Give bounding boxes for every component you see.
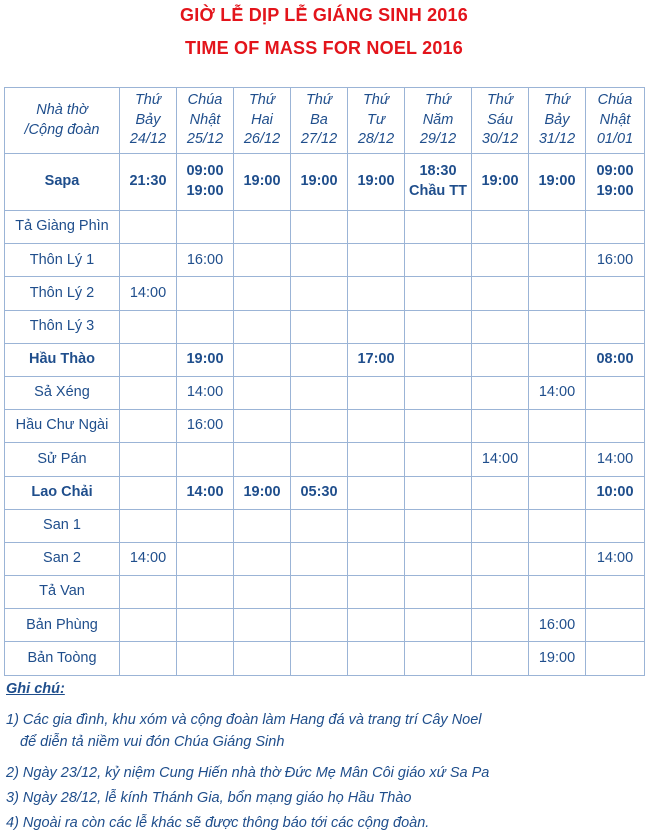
header-day-line: Năm bbox=[422, 111, 454, 128]
mass-time-cell: 14:00 bbox=[120, 542, 177, 575]
mass-time-cell: 19:00 bbox=[529, 154, 586, 211]
table-row bbox=[5, 310, 645, 343]
mass-time-cell bbox=[529, 443, 586, 476]
mass-time-line: 19:00 bbox=[596, 183, 634, 199]
mass-time-cell bbox=[348, 244, 405, 277]
header-day-line: 26/12 bbox=[243, 131, 281, 148]
mass-time-cell: 14:00 bbox=[177, 476, 234, 509]
mass-time-cell bbox=[529, 277, 586, 310]
mass-time-cell bbox=[234, 509, 291, 542]
mass-time-cell bbox=[529, 476, 586, 509]
mass-time-cell bbox=[472, 576, 529, 609]
mass-time-cell bbox=[472, 509, 529, 542]
mass-time-cell bbox=[291, 244, 348, 277]
header-day bbox=[348, 88, 405, 154]
table-row bbox=[5, 410, 645, 443]
church-name-cell: Thôn Lý 3 bbox=[5, 310, 120, 343]
mass-time-cell bbox=[177, 542, 234, 575]
table-row bbox=[5, 211, 645, 244]
mass-time-cell: 16:00 bbox=[529, 609, 586, 642]
mass-time-cell bbox=[234, 443, 291, 476]
mass-time-cell: 14:00 bbox=[177, 376, 234, 409]
header-day-line: Nhật bbox=[599, 111, 631, 128]
mass-time-cell bbox=[472, 642, 529, 675]
note-4: 4) Ngoài ra còn các lễ khác sẽ được thông báo tới các cộng đoàn. bbox=[6, 815, 430, 831]
mass-time-cell bbox=[586, 277, 645, 310]
header-day-line: Thứ bbox=[486, 92, 514, 109]
mass-time-cell bbox=[291, 576, 348, 609]
header-day bbox=[405, 88, 472, 154]
note-2: 2) Ngày 23/12, kỷ niệm Cung Hiến nhà thờ Đức Mẹ Mân Côi giáo xứ Sa Pa bbox=[6, 765, 490, 781]
mass-time-cell bbox=[291, 376, 348, 409]
note-1-line-2: để diễn tả niềm vui đón Chúa Giáng Sinh bbox=[20, 734, 285, 750]
header-day-line: 28/12 bbox=[357, 131, 395, 148]
church-name-cell: Bản Toòng bbox=[5, 642, 120, 675]
mass-time-cell bbox=[472, 376, 529, 409]
mass-time-cell: 19:00 bbox=[234, 476, 291, 509]
mass-time-cell bbox=[586, 211, 645, 244]
header-day bbox=[472, 88, 529, 154]
header-row bbox=[5, 88, 645, 154]
mass-time-cell bbox=[529, 211, 586, 244]
header-day-line: Tư bbox=[366, 111, 386, 128]
mass-time-cell bbox=[348, 542, 405, 575]
mass-time-cell bbox=[472, 542, 529, 575]
church-name-cell: Hầu Chư Ngài bbox=[5, 410, 120, 443]
mass-time-cell bbox=[291, 509, 348, 542]
header-day bbox=[234, 88, 291, 154]
header-day-line: Thứ bbox=[362, 92, 390, 109]
mass-time-cell bbox=[348, 509, 405, 542]
church-name-cell: Bản Phùng bbox=[5, 609, 120, 642]
header-day-line: 01/01 bbox=[596, 131, 634, 148]
mass-time-cell bbox=[120, 609, 177, 642]
mass-time-cell bbox=[177, 277, 234, 310]
mass-time-cell bbox=[120, 310, 177, 343]
mass-time-cell bbox=[405, 244, 472, 277]
mass-time-cell bbox=[472, 244, 529, 277]
mass-time-cell: 14:00 bbox=[120, 277, 177, 310]
mass-time-cell bbox=[120, 576, 177, 609]
mass-time-cell bbox=[120, 509, 177, 542]
mass-time-cell bbox=[529, 310, 586, 343]
header-day-line: Chúa bbox=[187, 92, 223, 109]
church-name-cell: San 1 bbox=[5, 509, 120, 542]
mass-time-cell bbox=[348, 642, 405, 675]
header-day bbox=[177, 88, 234, 154]
church-name-cell: Tả Van bbox=[5, 576, 120, 609]
mass-time-line: 09:00 bbox=[186, 163, 224, 180]
header-day-line: 25/12 bbox=[186, 131, 224, 148]
mass-time-cell bbox=[405, 609, 472, 642]
church-name-cell: Sả Xéng bbox=[5, 376, 120, 409]
mass-time-cell bbox=[234, 410, 291, 443]
mass-time-cell bbox=[234, 244, 291, 277]
header-day bbox=[529, 88, 586, 154]
table-row bbox=[5, 509, 645, 542]
table-row bbox=[5, 443, 645, 476]
mass-time-cell bbox=[177, 609, 234, 642]
mass-time-cell bbox=[529, 410, 586, 443]
header-day-line: Thứ bbox=[305, 92, 333, 109]
header-day-line: Nhật bbox=[189, 111, 221, 128]
header-day-line: Chúa bbox=[597, 92, 633, 109]
mass-schedule-table bbox=[4, 87, 645, 676]
note-3: 3) Ngày 28/12, lễ kính Thánh Gia, bổn mạng giáo họ Hầu Thào bbox=[6, 790, 412, 806]
mass-time-cell bbox=[120, 211, 177, 244]
mass-time-cell: 21:30 bbox=[120, 154, 177, 211]
header-day bbox=[586, 88, 645, 154]
mass-time-cell bbox=[177, 509, 234, 542]
mass-time-cell bbox=[348, 609, 405, 642]
mass-time-cell bbox=[234, 277, 291, 310]
mass-time-cell bbox=[405, 211, 472, 244]
table-row bbox=[5, 154, 645, 211]
mass-time-cell bbox=[405, 343, 472, 376]
mass-time-cell: 16:00 bbox=[586, 244, 645, 277]
note-1-line-1: 1) Các gia đình, khu xóm và cộng đoàn làm Hang đá và trang trí Cây Noel bbox=[6, 712, 482, 728]
table-row bbox=[5, 609, 645, 642]
mass-time-cell: 19:00 bbox=[234, 154, 291, 211]
mass-time-cell bbox=[120, 642, 177, 675]
mass-time-cell: 19:00 bbox=[177, 343, 234, 376]
mass-time-cell bbox=[586, 509, 645, 542]
mass-time-cell bbox=[405, 154, 472, 211]
mass-time-cell bbox=[348, 443, 405, 476]
header-day-line: Ba bbox=[310, 111, 328, 128]
mass-time-cell: 10:00 bbox=[586, 476, 645, 509]
header-day-line: 31/12 bbox=[538, 131, 576, 148]
church-name-cell: Sử Pán bbox=[5, 443, 120, 476]
mass-time-cell: 17:00 bbox=[348, 343, 405, 376]
mass-time-cell bbox=[177, 310, 234, 343]
mass-time-cell bbox=[586, 154, 645, 211]
mass-time-cell bbox=[529, 509, 586, 542]
table-body bbox=[5, 154, 645, 676]
mass-time-cell bbox=[405, 376, 472, 409]
church-name-cell: San 2 bbox=[5, 542, 120, 575]
header-day-line: 29/12 bbox=[419, 131, 457, 148]
mass-time-cell bbox=[348, 410, 405, 443]
mass-time-cell bbox=[177, 154, 234, 211]
table-header bbox=[5, 88, 645, 154]
church-name-cell: Sapa bbox=[5, 154, 120, 211]
header-day-line: 30/12 bbox=[481, 131, 519, 148]
mass-time-cell bbox=[120, 343, 177, 376]
mass-time-cell bbox=[234, 642, 291, 675]
mass-time-cell bbox=[472, 277, 529, 310]
mass-time-cell bbox=[234, 343, 291, 376]
mass-time-cell: 14:00 bbox=[529, 376, 586, 409]
mass-time-cell: 16:00 bbox=[177, 410, 234, 443]
header-place-line: /Cộng đoàn bbox=[24, 121, 100, 138]
mass-time-cell bbox=[291, 642, 348, 675]
mass-time-cell bbox=[405, 542, 472, 575]
mass-time-cell: 19:00 bbox=[472, 154, 529, 211]
table-row bbox=[5, 642, 645, 675]
table-row bbox=[5, 343, 645, 376]
header-place bbox=[5, 88, 120, 154]
mass-time-cell bbox=[120, 244, 177, 277]
header-day-line: Thứ bbox=[134, 92, 162, 109]
mass-time-cell bbox=[405, 410, 472, 443]
church-name-cell: Tả Giàng Phìn bbox=[5, 211, 120, 244]
mass-time-line: Chầu TT bbox=[409, 183, 467, 199]
mass-time-cell bbox=[291, 410, 348, 443]
mass-time-cell bbox=[586, 310, 645, 343]
mass-time-cell bbox=[405, 642, 472, 675]
church-name-cell: Thôn Lý 1 bbox=[5, 244, 120, 277]
mass-time-cell bbox=[348, 576, 405, 609]
mass-time-cell bbox=[234, 211, 291, 244]
mass-time-cell: 19:00 bbox=[348, 154, 405, 211]
mass-time-cell bbox=[529, 244, 586, 277]
header-day-line: Thứ bbox=[424, 92, 452, 109]
mass-time-cell bbox=[405, 509, 472, 542]
header-day-line: Thứ bbox=[248, 92, 276, 109]
mass-time-line: 09:00 bbox=[596, 163, 634, 180]
mass-time-cell bbox=[348, 376, 405, 409]
mass-time-cell: 05:30 bbox=[291, 476, 348, 509]
mass-time-cell bbox=[586, 609, 645, 642]
mass-time-cell bbox=[348, 211, 405, 244]
title-english: TIME OF MASS FOR NOEL 2016 bbox=[185, 38, 463, 58]
mass-time-cell bbox=[291, 310, 348, 343]
title-vietnamese: GIỜ LỄ DỊP LỄ GIÁNG SINH 2016 bbox=[180, 5, 468, 25]
notes-title: Ghi chú: bbox=[6, 681, 65, 697]
mass-time-cell bbox=[586, 376, 645, 409]
mass-time-cell bbox=[177, 576, 234, 609]
table-row bbox=[5, 576, 645, 609]
mass-time-cell bbox=[234, 609, 291, 642]
table-row bbox=[5, 244, 645, 277]
mass-time-cell: 14:00 bbox=[472, 443, 529, 476]
mass-time-cell bbox=[405, 476, 472, 509]
mass-time-cell bbox=[120, 410, 177, 443]
mass-time-cell bbox=[405, 277, 472, 310]
mass-time-cell bbox=[405, 310, 472, 343]
mass-time-cell bbox=[586, 576, 645, 609]
mass-time-cell bbox=[586, 642, 645, 675]
mass-time-cell bbox=[120, 376, 177, 409]
mass-time-line: 19:00 bbox=[186, 183, 224, 199]
mass-time-cell bbox=[472, 410, 529, 443]
church-name-cell: Thôn Lý 2 bbox=[5, 277, 120, 310]
mass-time-cell bbox=[291, 443, 348, 476]
header-day-line: 27/12 bbox=[300, 131, 338, 148]
mass-time-cell bbox=[120, 443, 177, 476]
mass-time-cell bbox=[472, 343, 529, 376]
mass-time-cell bbox=[291, 542, 348, 575]
note-1 bbox=[6, 709, 646, 753]
header-day-line: 24/12 bbox=[129, 131, 167, 148]
mass-time-cell bbox=[405, 443, 472, 476]
mass-time-cell bbox=[472, 609, 529, 642]
table-row bbox=[5, 476, 645, 509]
mass-time-cell bbox=[234, 310, 291, 343]
mass-time-cell bbox=[234, 542, 291, 575]
mass-time-cell bbox=[348, 476, 405, 509]
table-row bbox=[5, 542, 645, 575]
mass-time-cell bbox=[405, 576, 472, 609]
mass-time-cell bbox=[234, 376, 291, 409]
mass-time-cell bbox=[529, 343, 586, 376]
mass-time-line: 18:30 bbox=[419, 163, 457, 180]
mass-time-cell: 14:00 bbox=[586, 542, 645, 575]
mass-time-cell bbox=[529, 542, 586, 575]
header-place-line: Nhà thờ bbox=[36, 101, 88, 118]
mass-time-cell bbox=[348, 310, 405, 343]
mass-time-cell: 19:00 bbox=[529, 642, 586, 675]
header-day-line: Bảy bbox=[544, 111, 570, 128]
header-day bbox=[291, 88, 348, 154]
mass-time-cell bbox=[177, 642, 234, 675]
mass-time-cell bbox=[177, 443, 234, 476]
church-name-cell: Lao Chải bbox=[5, 476, 120, 509]
mass-time-cell bbox=[586, 410, 645, 443]
header-day bbox=[120, 88, 177, 154]
mass-time-cell: 16:00 bbox=[177, 244, 234, 277]
mass-time-cell bbox=[291, 211, 348, 244]
mass-time-cell bbox=[529, 576, 586, 609]
mass-time-cell: 14:00 bbox=[586, 443, 645, 476]
mass-time-cell bbox=[234, 576, 291, 609]
mass-time-cell bbox=[177, 211, 234, 244]
header-day-line: Sáu bbox=[487, 111, 513, 128]
header-day-line: Hai bbox=[251, 111, 273, 128]
mass-time-cell bbox=[120, 476, 177, 509]
mass-time-cell bbox=[348, 277, 405, 310]
header-day-line: Thứ bbox=[543, 92, 571, 109]
mass-time-cell bbox=[291, 277, 348, 310]
table-row bbox=[5, 277, 645, 310]
mass-time-cell bbox=[472, 211, 529, 244]
mass-time-cell bbox=[291, 609, 348, 642]
table-row bbox=[5, 376, 645, 409]
mass-time-cell bbox=[291, 343, 348, 376]
church-name-cell: Hầu Thào bbox=[5, 343, 120, 376]
mass-time-cell: 19:00 bbox=[291, 154, 348, 211]
header-day-line: Bảy bbox=[135, 111, 161, 128]
mass-time-cell: 08:00 bbox=[586, 343, 645, 376]
mass-time-cell bbox=[472, 310, 529, 343]
mass-time-cell bbox=[472, 476, 529, 509]
